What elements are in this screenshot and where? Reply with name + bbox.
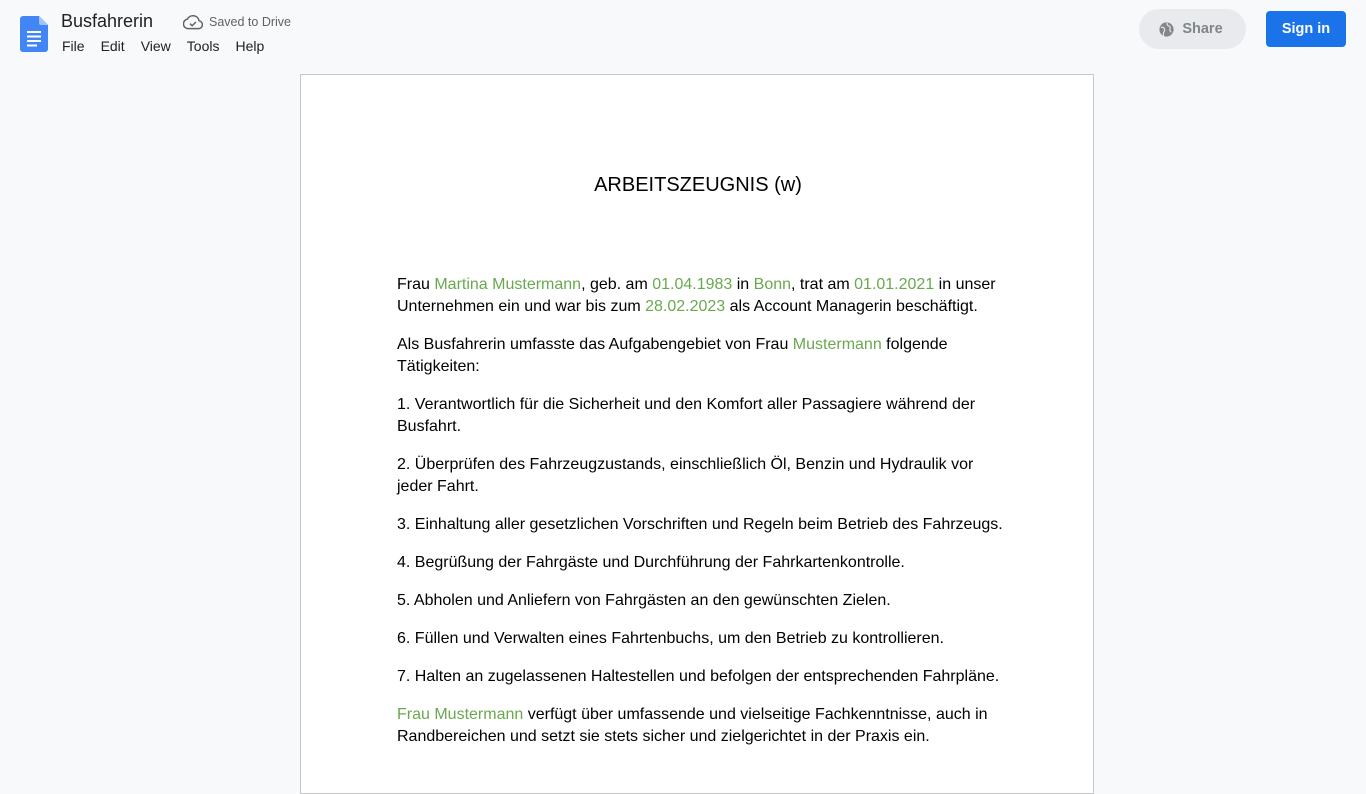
google-docs-icon[interactable]: [20, 16, 48, 52]
birth-date: 01.04.1983: [652, 276, 733, 293]
employee-surname: Mustermann: [792, 336, 882, 353]
task-item: 6. Füllen und Verwalten eines Fahrtenbuchs, um den Betrieb zu kontrollieren.: [397, 630, 944, 647]
share-button[interactable]: [1139, 9, 1246, 49]
menu-file[interactable]: File: [62, 38, 85, 54]
task-item: 3. Einhaltung aller gesetzlichen Vorschriften und Regeln beim Betrieb des Fahrzeugs.: [397, 516, 1003, 533]
task-item: 1. Verantwortlich für die Sicherheit und den Komfort aller Passagiere während der Busfahrt.: [397, 396, 976, 435]
menu-tools[interactable]: Tools: [186, 38, 220, 54]
menu-help[interactable]: Help: [235, 38, 265, 54]
task-item: 7. Halten an zugelassenen Haltestellen und befolgen der entsprechenden Fahrpläne.: [397, 668, 1000, 685]
share-label: Share: [1182, 21, 1223, 37]
document-body: [397, 274, 1009, 764]
save-status-label: Saved to Drive: [209, 15, 291, 29]
paragraph-tasks-intro: Als Busfahrerin umfasste das Aufgabengebiet von Frau Mustermann folgende Tätigkeiten:: [397, 336, 948, 375]
task-item: 5. Abholen und Anliefern von Fahrgästen an den gewünschten Zielen.: [397, 592, 891, 609]
menu-bar: [54, 36, 272, 56]
save-status[interactable]: [183, 14, 291, 30]
cloud-done-icon: [183, 14, 203, 30]
task-item: 2. Überprüfen des Fahrzeugzustands, einschließlich Öl, Benzin und Hydraulik vor jeder Fahrt.: [397, 456, 974, 495]
document-heading: ARBEITSZEUGNIS (w): [594, 174, 802, 196]
paragraph-skills: Frau Mustermann verfügt über umfassende und vielseitige Fachkenntnisse, auch in Randbereichen und setzt sie stets sicher und zielgerichtet in der Praxis ein.: [397, 706, 988, 745]
paragraph-intro: Frau Martina Mustermann, geb. am 01.04.1983 in Bonn, trat am 01.01.2021 in unser Unternehmen ein und war bis zum 28.02.2023 als Account Managerin beschäftigt.: [397, 276, 996, 315]
document-page[interactable]: [300, 74, 1094, 794]
birth-city: Bonn: [753, 276, 792, 293]
sign-in-button[interactable]: Sign in: [1266, 11, 1346, 47]
docs-header: [0, 0, 1366, 64]
end-date: 28.02.2023: [645, 298, 726, 315]
menu-view[interactable]: View: [140, 38, 171, 54]
employee-name: Martina Mustermann: [434, 276, 582, 293]
employee-reference: Frau Mustermann: [397, 706, 524, 723]
start-date: 01.01.2021: [854, 276, 935, 293]
globe-icon: [1158, 21, 1175, 38]
menu-edit[interactable]: Edit: [100, 38, 125, 54]
document-title[interactable]: Busfahrerin: [61, 11, 154, 31]
task-item: 4. Begrüßung der Fahrgäste und Durchführung der Fahrkartenkontrolle.: [397, 554, 905, 571]
